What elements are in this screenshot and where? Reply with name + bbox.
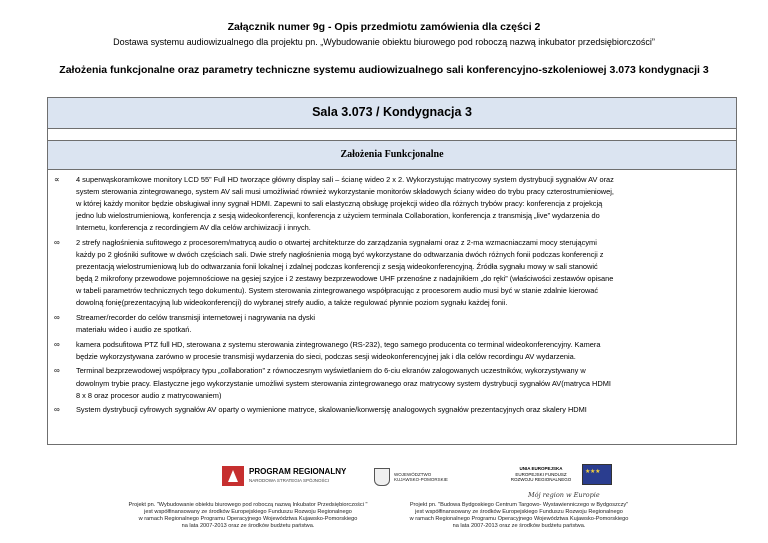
eu-logo xyxy=(506,464,612,485)
list-item-line: będzie wykorzystywana zarówno w procesie transmisji wydarzenia do sieci, podczas sesji wideokonferencyjnej jak i dla celów recordingu AV wydarzenia. xyxy=(76,351,576,361)
room-title: Sala 3.073 / Kondygnacja 3 xyxy=(48,98,736,129)
annex-title: Załącznik numer 9g - Opis przedmiotu zamówienia dla części 2 xyxy=(227,21,541,33)
list-item-line: jedno lub wielostrumieniową, konferencja z sesją wideokonferencji, konferencja z użyciem terminala Collaboration, konferencja z transmisją „live” wydarzenia do xyxy=(76,211,600,221)
eu-logo-line1: UNIA EUROPEJSKA xyxy=(519,466,563,472)
list-item xyxy=(52,339,732,363)
funding-note-right xyxy=(389,502,649,530)
list-item xyxy=(52,174,732,234)
list-item-line: 8 x 8 oraz procesor audio z matrycowaniem) xyxy=(76,390,222,400)
funding-left-line: jest współfinansowany ze środków Europejskiego Funduszu Rozwoju Regionalnego xyxy=(144,509,352,515)
list-item-line: kamera podsufitowa PTZ full HD, sterowana z systemu sterowania zintegrowanego (RS-232), tego samego producenta co terminal wideokonferencyjny. Kamera xyxy=(76,339,601,349)
bullet-icon: ∞ xyxy=(54,339,60,349)
bullet-icon: ∞ xyxy=(54,366,60,376)
list-item-line: 2 strefy nagłośnienia sufitowego z procesorem/matrycą audio o otwartej architekturze do zarządzania sygnałami oraz z 2-ma wzmacniaczami mocy sterującymi xyxy=(76,237,597,247)
funding-left-line: Projekt pn. "Wybudowanie obiektu biurowego pod roboczą nazwą Inkubator Przedsiębiorczości " xyxy=(128,502,368,508)
list-item-line: Streamer/recorder do celów transmisji internetowej i nagrywania na dyski xyxy=(76,313,316,323)
list-item-line: dowolną fonię(prezentacyjną lub wideokonferencji) do wybranej strefy audio, a także regulować płynnie poziom sygnału każdej fonii. xyxy=(76,298,508,308)
list-item-text xyxy=(76,404,732,416)
list-item-text xyxy=(76,312,732,336)
document-heading: Założenia funkcjonalne oraz parametry techniczne systemu audiowizualnego sali konferencyjno-szkoleniowej 3.073 kondygnacji 3 xyxy=(59,64,709,76)
funding-left-line: w ramach Regionalnego Programu Operacyjnego Województwa Kujawsko-Pomorskiego xyxy=(138,516,358,522)
funding-right-line: na lata 2007-2013 oraz ze środków budżetu państwa. xyxy=(452,523,586,529)
requirements-table xyxy=(47,97,737,445)
region-logo-line1: WOJEWÓDZTWO xyxy=(394,471,432,477)
program-regionalny-icon xyxy=(222,466,244,486)
funding-right-line: Projekt pn. "Budowa Bydgoskiego Centrum Targowo- Wystawienniczego w Bydgoszczy" xyxy=(409,502,629,508)
list-item-line: Internetu, konferencja z recordingiem AV dla celów archiwizacji i innych. xyxy=(76,223,311,233)
eu-flag-icon xyxy=(582,464,612,485)
list-item-line: system sterowania zintegrowanego, system AV sali musi umożliwiać również wykorzystanie monitorów składowych ściany wideo do trybu pracy czterostrumieniowej, xyxy=(76,187,614,197)
funding-right-line: jest współfinansowany ze środków Europejskiego Funduszu Rozwoju Regionalnego xyxy=(415,509,623,515)
kujawsko-pomorskie-logo xyxy=(374,468,448,486)
list-item-line: 4 superwąskoramkowe monitory LCD 55” Full HD tworzące główny display sali – ścianę wideo 2 x 2. Wykorzystując matrycowy system dystrybucji sygnałów AV oraz xyxy=(76,175,614,184)
list-item-line: w której każdy monitor będzie obsługiwał inny sygnał HDMI. Zapewni to sali elastyczną obsługę projekcji wideo dla różnych trybów pracy: konferencja z projekcją xyxy=(76,199,603,209)
bullet-icon: ∞ xyxy=(54,313,60,323)
list-item-line: prezentacją wielostrumieniową lub do odtwarzania fonii lokalnej i zdalnej podczas konferencji z sesją wideokonferencyjną. Źródła sygnału mowy w sali stanowić xyxy=(76,262,598,272)
annex-subtitle: Dostawa systemu audiowizualnego dla projektu pn. „Wybudowanie obiektu biurowego pod roboczą nazwą inkubator przedsiębiorczości” xyxy=(113,37,655,47)
eu-logo-line2: EUROPEJSKI FUNDUSZ xyxy=(515,471,567,477)
region-motto: Mój region w Europie xyxy=(528,491,600,499)
list-item-text xyxy=(76,174,732,234)
list-item-line: Terminal bezprzewodowej współpracy typu „collaboration” z równoczesnym wyświetlaniem do 6-ciu ekranów zalogowanych uczestników, wykorzystywany w xyxy=(76,366,586,376)
list-item-line: w tabeli parametrów technicznych tego dokumentu). System sterowania zintegrowanego współpracując z procesorem audio musi być w stanie zdalnie kierować xyxy=(76,286,599,296)
program-regionalny-logo xyxy=(222,466,346,486)
list-item-line: materiału wideo i audio ze spotkań. xyxy=(76,325,192,335)
list-item-line: każdy po 2 głośniki sufitowe w dwóch częściach sali. Dwie strefy nagłośnienia mogą być wykorzystane do odtwarzania dwóch różnych fonii podczas konferencji z xyxy=(76,250,604,260)
list-item xyxy=(52,365,732,401)
program-logo-subtitle: NARODOWA STRATEGIA SPÓJNOŚCI xyxy=(249,478,330,483)
funding-note-left xyxy=(118,502,378,530)
bullet-icon: ∝ xyxy=(54,175,60,184)
program-logo-title: PROGRAM REGIONALNY xyxy=(249,467,347,476)
list-item-line: dowolnym trybie pracy. Elastyczne jego wykorzystanie umożliwi system sterowania zintegrowanego oraz matrycowy system dystrybucji sygnałów AV(matryca HDMI xyxy=(76,378,611,388)
section-title: Założenia Funkcjonalne xyxy=(48,141,736,170)
eu-logo-line3: ROZWOJU REGIONALNEGO xyxy=(510,477,572,483)
funding-left-line: na lata 2007-2013 oraz ze środków budżetu państwa. xyxy=(181,523,315,529)
table-spacer-row xyxy=(48,129,736,141)
funding-right-line: w ramach Regionalnego Programu Operacyjnego Województwa Kujawsko-Pomorskiego xyxy=(409,516,629,522)
requirements-list xyxy=(48,170,736,416)
region-logo-line2: KUJAWSKO-POMORSKIE xyxy=(394,477,448,482)
list-item-line: System dystrybucji cyfrowych sygnałów AV oparty o wymienione matrycе, skalowanie/konwersję analogowych sygnałów prezentacyjnych oraz skalery HDMI xyxy=(76,405,587,415)
list-item-line: będą 2 mikrofony przewodowe pojemnościowe na gęsiej szyjce i 2 zestawy bezprzewodowe UHF przenośne z nadajnikiem „do ręki” (właściwości zestawów opisane xyxy=(76,274,614,284)
list-item xyxy=(52,312,732,336)
list-item-text xyxy=(76,365,732,401)
list-item-text xyxy=(76,237,732,310)
list-item-text xyxy=(76,339,732,363)
list-item xyxy=(52,237,732,310)
footer-logos xyxy=(0,460,768,540)
bullet-icon: ∞ xyxy=(54,405,60,415)
list-item xyxy=(52,404,732,416)
coat-of-arms-icon xyxy=(374,468,390,486)
bullet-icon: ∞ xyxy=(54,237,60,247)
